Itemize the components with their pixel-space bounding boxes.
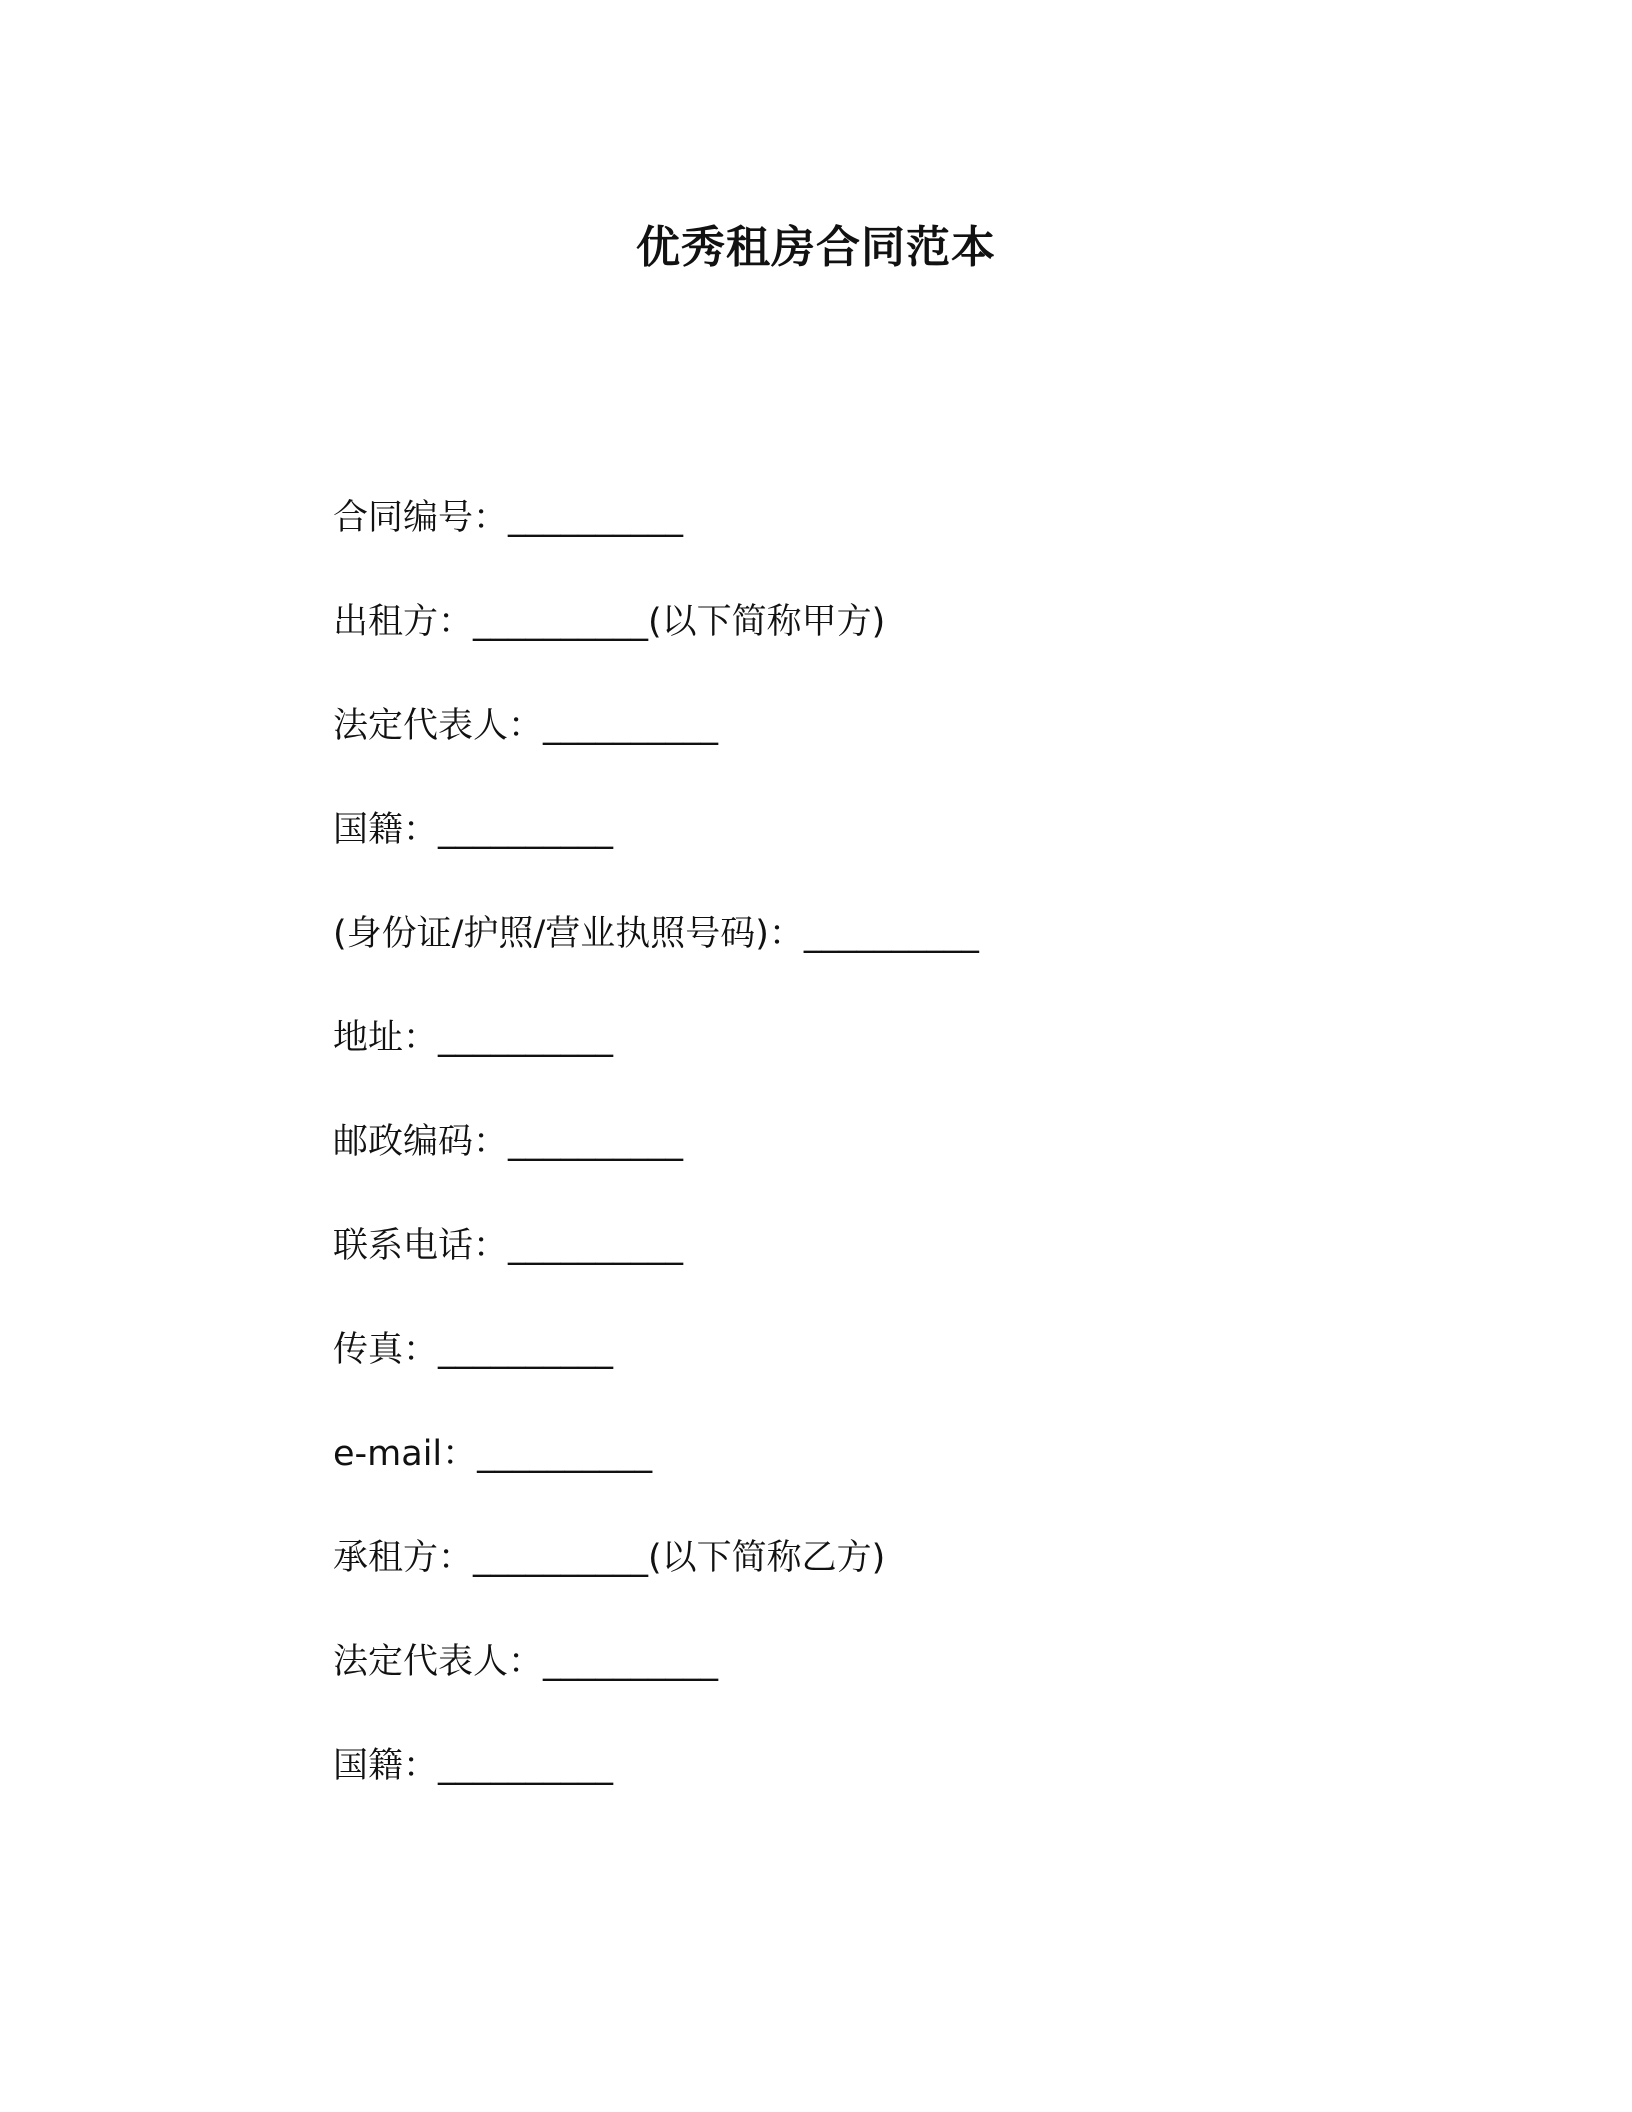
contract-number-line: 合同编号：__________	[333, 498, 684, 538]
lessor-phone-line: 联系电话：__________	[333, 1226, 684, 1266]
lessor-nationality-line: 国籍：__________	[333, 810, 614, 850]
lessor-email-line: e-mail：__________	[333, 1434, 653, 1474]
lessee-line: 承租方：__________(以下简称乙方)	[333, 1538, 886, 1578]
lessor-address-line: 地址：__________	[333, 1018, 614, 1058]
document-title: 优秀租房合同范本	[636, 222, 996, 273]
lessor-postal-code-line: 邮政编码：__________	[333, 1122, 684, 1162]
lessor-line: 出租方：__________(以下简称甲方)	[333, 602, 886, 642]
lessee-nationality-line: 国籍：__________	[333, 1746, 614, 1786]
lessee-legal-representative-line: 法定代表人：__________	[333, 1642, 719, 1682]
lessor-legal-representative-line: 法定代表人：__________	[333, 706, 719, 746]
lessor-id-number-line: (身份证/护照/营业执照号码)：__________	[333, 914, 979, 954]
lessor-fax-line: 传真：__________	[333, 1330, 614, 1370]
contract-fields	[333, 490, 1333, 1842]
